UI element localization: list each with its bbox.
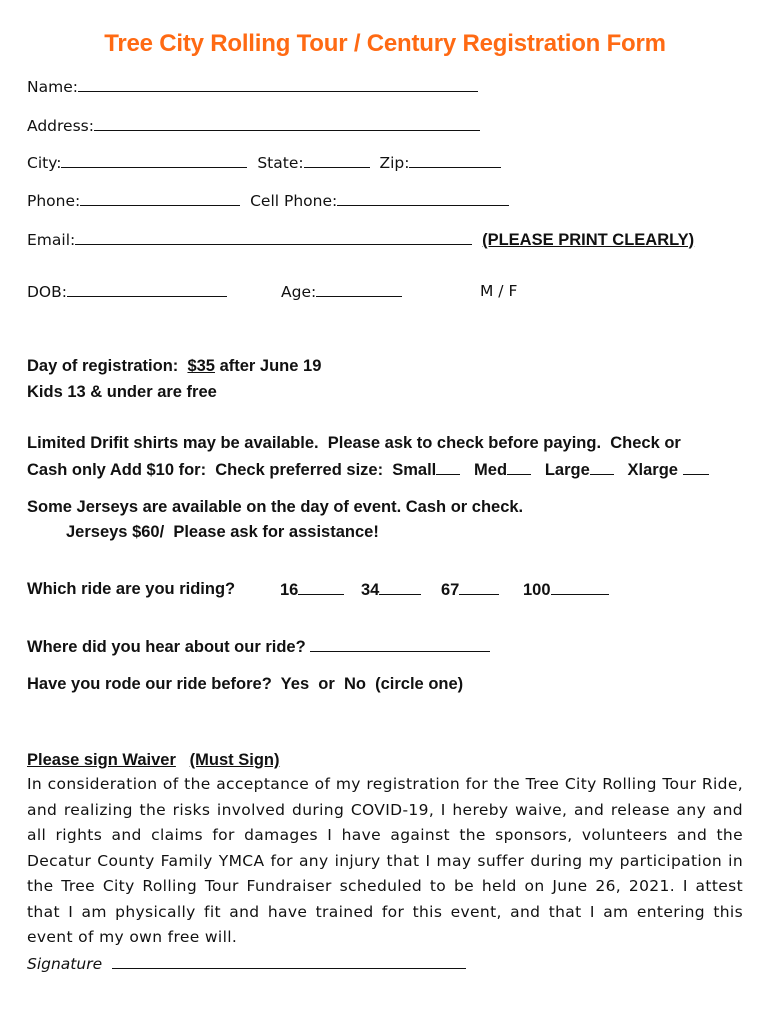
age-label: Age: bbox=[281, 283, 317, 301]
registration-price: $35 bbox=[187, 357, 215, 375]
jerseys-line-2: Jerseys $60/ Please ask for assistance! bbox=[66, 523, 379, 541]
registration-label: Day of registration: bbox=[27, 357, 179, 375]
name-field[interactable] bbox=[78, 76, 478, 92]
age-field[interactable] bbox=[316, 281, 402, 297]
size-large-field[interactable] bbox=[590, 459, 614, 475]
signature-row bbox=[27, 953, 466, 974]
size-med-field[interactable] bbox=[507, 459, 531, 475]
email-label: Email: bbox=[27, 231, 76, 249]
email-row bbox=[27, 229, 694, 250]
signature-field[interactable] bbox=[112, 953, 466, 969]
size-large-label: Large bbox=[544, 461, 590, 479]
ride-34-field[interactable] bbox=[379, 579, 421, 595]
name-label: Name: bbox=[27, 78, 78, 96]
ride-16-field[interactable] bbox=[298, 579, 344, 595]
waiver-heading-row bbox=[27, 750, 279, 770]
print-clearly-note: (PLEASE PRINT CLEARLY) bbox=[482, 231, 695, 249]
email-field[interactable] bbox=[75, 229, 472, 245]
ride-100-label: 100 bbox=[523, 581, 551, 599]
registration-fee-row bbox=[27, 356, 321, 376]
cell-phone-label: Cell Phone: bbox=[250, 192, 338, 210]
state-field[interactable] bbox=[304, 152, 370, 168]
address-row bbox=[27, 115, 480, 136]
dob-row bbox=[27, 281, 227, 302]
signature-label: Signature bbox=[27, 955, 103, 973]
city-row bbox=[27, 152, 501, 173]
zip-field[interactable] bbox=[409, 152, 501, 168]
address-label: Address: bbox=[27, 117, 94, 135]
dob-field[interactable] bbox=[67, 281, 227, 297]
cell-phone-field[interactable] bbox=[337, 190, 509, 206]
phone-field[interactable] bbox=[80, 190, 240, 206]
shirts-line-1: Limited Drifit shirts may be available. Please ask to check before paying. Check or bbox=[27, 434, 681, 452]
size-med-label: Med bbox=[474, 461, 508, 479]
ride-option-67[interactable] bbox=[441, 579, 499, 600]
jerseys-line-1: Some Jerseys are available on the day of event. Cash or check. bbox=[27, 498, 524, 516]
rode-before-question: Have you rode our ride before? Yes or No (circle one) bbox=[27, 675, 464, 693]
ride-34-label: 34 bbox=[361, 581, 380, 599]
ride-67-field[interactable] bbox=[459, 579, 499, 595]
ride-option-16[interactable] bbox=[280, 579, 344, 600]
age-row bbox=[281, 281, 402, 302]
hear-question: Where did you hear about our ride? bbox=[27, 638, 306, 656]
size-small-field[interactable] bbox=[436, 459, 460, 475]
waiver-text: In consideration of the acceptance of my registration for the Tree City Rolling Tour Ride, and realizing the risks involved during COVID-19, I hereby waive, and release any and all rights and claims for damages I have against the sponsors, volunteers and the Decatur County Family YMCA for any injury that I may suffer during my participation in the Tree City Rolling Tour Fundraiser scheduled to be held on June 26, 2021. I attest that I am physically fit and have trained for this event, and that I am entering this event of my own free will. bbox=[27, 775, 743, 946]
phone-label: Phone: bbox=[27, 192, 81, 210]
size-small-label: Small bbox=[392, 461, 437, 479]
ride-100-field[interactable] bbox=[551, 579, 609, 595]
registration-date: after June 19 bbox=[219, 357, 322, 375]
gender-option[interactable]: M / F bbox=[480, 282, 518, 300]
dob-label: DOB: bbox=[27, 283, 67, 301]
ride-option-34[interactable] bbox=[361, 579, 421, 600]
size-xlarge-field[interactable] bbox=[683, 459, 709, 475]
waiver-must-sign: (Must Sign) bbox=[189, 751, 280, 769]
shirts-line-2 bbox=[27, 459, 709, 480]
zip-label: Zip: bbox=[379, 154, 410, 172]
ride-option-100[interactable] bbox=[523, 579, 609, 600]
hear-row bbox=[27, 636, 490, 657]
ride-67-label: 67 bbox=[441, 581, 460, 599]
phone-row bbox=[27, 190, 509, 211]
size-xlarge-label: Xlarge bbox=[627, 461, 678, 479]
hear-field[interactable] bbox=[310, 636, 490, 652]
waiver-heading: Please sign Waiver bbox=[27, 751, 176, 769]
city-label: City: bbox=[27, 154, 62, 172]
kids-free-note: Kids 13 & under are free bbox=[27, 383, 217, 401]
ride-16-label: 16 bbox=[280, 581, 299, 599]
address-field[interactable] bbox=[94, 115, 480, 131]
city-field[interactable] bbox=[61, 152, 247, 168]
ride-question: Which ride are you riding? bbox=[27, 580, 236, 598]
name-row bbox=[27, 76, 478, 97]
state-label: State: bbox=[257, 154, 304, 172]
shirts-size-label: Cash only Add $10 for: Check preferred size: bbox=[27, 461, 384, 479]
form-title: Tree City Rolling Tour / Century Registration Form bbox=[104, 30, 666, 57]
